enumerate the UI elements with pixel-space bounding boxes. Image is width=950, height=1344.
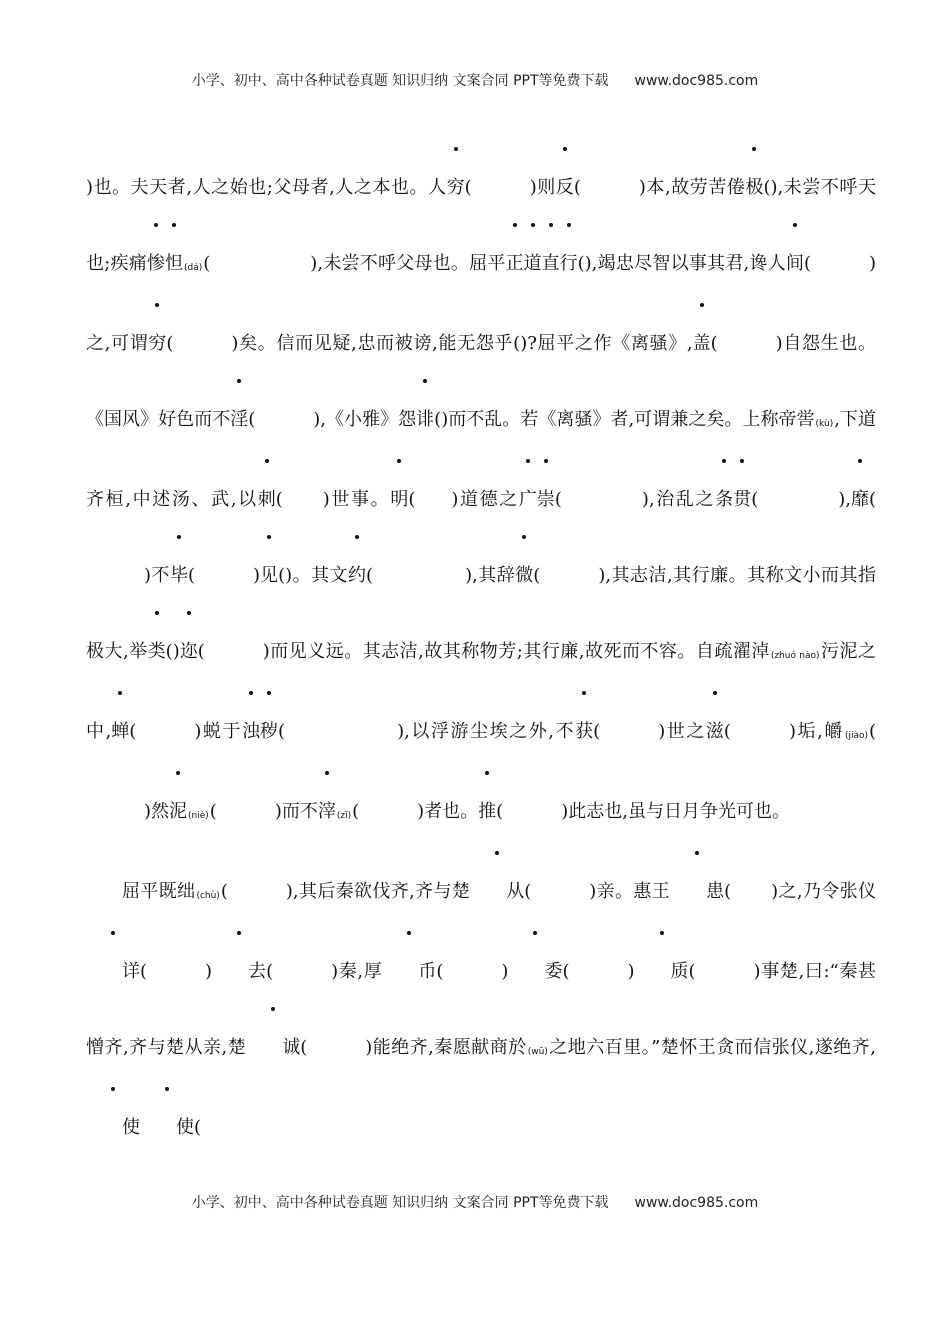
text: ( <box>129 721 137 742</box>
text: ( <box>868 489 876 510</box>
text: )而不乱。若《离骚》者,可谓兼之矣。上称帝喾 <box>441 409 815 430</box>
dotted-char: 穷 <box>148 306 166 382</box>
footer-text: 小学、初中、高中各种试卷真题 知识归纳 文案合同 PPT等免费下载 <box>191 1195 609 1211</box>
dotted-char: 贯 <box>733 462 751 538</box>
text: )之,可谓 <box>86 253 876 354</box>
pinyin: (zǐ) <box>336 811 352 821</box>
pinyin: (jiào) <box>844 731 868 741</box>
paragraph-1 <box>86 150 876 854</box>
text: ),《小雅》怨 <box>313 409 417 430</box>
dotted-char: 类 <box>148 614 166 690</box>
text: )道德之 <box>451 489 519 510</box>
text: )不 <box>144 565 170 586</box>
text: ( <box>562 961 570 982</box>
text: )垢,皭 <box>788 721 844 742</box>
dotted-char: 靡 <box>851 462 869 538</box>
text: ( <box>140 961 148 982</box>
text: 污泥之中, <box>86 641 876 742</box>
text: ( <box>868 721 877 742</box>
text: )世之 <box>658 721 706 742</box>
text: )世事。 <box>322 489 391 510</box>
header-text: 小学、初中、高中各种试卷真题 知识归纳 文案合同 PPT等免费下载 <box>191 73 609 89</box>
text: ( <box>688 961 696 982</box>
dotted-char: 币 <box>382 934 436 1010</box>
text: ( <box>248 409 256 430</box>
text: )也。夫天者,人之始也;父母者,人之本也。人 <box>86 177 447 198</box>
text: )此志也,虽与日月争光可也。 <box>561 801 790 822</box>
text: )亲。惠王 <box>589 881 671 902</box>
dotted-char: 惨 <box>147 226 165 302</box>
text: )矣。信而见疑,忠而被谤,能无怨乎( <box>231 333 521 354</box>
text: ),其辞 <box>465 565 516 586</box>
text: )自怨生也。《国风》好色而不 <box>86 333 876 430</box>
text: )而见义远。其志洁,故其称物芳;其行廉,故死而不容。自疏濯淖 <box>262 641 770 662</box>
dotted-char: 直 <box>542 226 560 302</box>
dotted-char: 推 <box>478 774 496 850</box>
text: ) <box>627 961 635 982</box>
dotted-char: 去 <box>212 934 266 1010</box>
dotted-char: 蝉 <box>111 694 129 770</box>
text: ( <box>751 489 759 510</box>
text: ( <box>554 489 562 510</box>
text: ),治乱之 <box>641 489 716 510</box>
dotted-char: 怛 <box>165 226 183 302</box>
dotted-char: 反 <box>556 150 574 226</box>
text: )秦,厚 <box>331 961 383 982</box>
page-footer <box>0 1192 950 1212</box>
dotted-char: 见 <box>260 538 278 614</box>
pinyin: (chù) <box>196 891 220 901</box>
text: ( <box>593 721 601 742</box>
text: ,下道齐桓,中述汤、武,以 <box>86 409 876 510</box>
dotted-char: 崇 <box>537 462 555 538</box>
dotted-char: 微 <box>515 538 533 614</box>
text: ) <box>205 961 213 982</box>
text: ( <box>188 565 196 586</box>
text: ( <box>220 881 228 902</box>
dotted-char: 从 <box>470 854 524 930</box>
dotted-char: 滓 <box>318 774 336 850</box>
text: ( <box>266 961 274 982</box>
text: 之地六百里。”楚怀王贪而信张仪,遂绝齐, <box>548 1037 876 1058</box>
dotted-char: 明 <box>390 462 408 538</box>
text: ( <box>724 881 732 902</box>
dotted-char: 毕 <box>170 538 188 614</box>
pinyin: (niè) <box>188 811 209 821</box>
text: ( <box>194 1117 202 1138</box>
dotted-char: 泥 <box>169 774 187 850</box>
text: ( <box>165 641 173 662</box>
text: ( <box>723 721 731 742</box>
text: ),竭忠尽智以事其君,谗人 <box>584 253 786 274</box>
dotted-char: 淫 <box>230 382 248 458</box>
text: 屈平既绌 <box>122 881 196 902</box>
dotted-char: 迩 <box>180 614 198 690</box>
text: ),以浮游尘埃之外,不 <box>397 721 576 742</box>
text: ( <box>352 801 360 822</box>
text: ( <box>803 253 811 274</box>
text: ( <box>577 253 585 274</box>
dotted-char: 穷 <box>447 150 465 226</box>
dotted-char: 正 <box>506 226 524 302</box>
text: ( <box>464 177 472 198</box>
dotted-char: 委 <box>508 934 562 1010</box>
text: ( <box>524 881 532 902</box>
dotted-char: 详 <box>86 934 140 1010</box>
text: ) <box>172 641 180 662</box>
dotted-char: 极 <box>745 150 763 226</box>
text: )则 <box>529 177 556 198</box>
dotted-char: 秽 <box>260 694 278 770</box>
text: )然 <box>144 801 170 822</box>
dotted-char: 使 <box>140 1090 194 1166</box>
dotted-char: 诽 <box>416 382 434 458</box>
text: ( <box>197 641 205 662</box>
dotted-char: 行 <box>560 226 578 302</box>
text: ( <box>496 801 504 822</box>
dotted-char: 道 <box>524 226 542 302</box>
pinyin: (dá) <box>184 263 203 273</box>
header-url: www.doc985.com <box>634 73 759 89</box>
pinyin: (wū) <box>527 1047 548 1057</box>
text: ),其后秦欲伐齐,齐与楚 <box>285 881 471 902</box>
text: ),其志洁,其行廉。其称文小而其指极大,举 <box>86 565 877 662</box>
text: ( <box>436 961 444 982</box>
text: ( <box>278 721 286 742</box>
pinyin: (kù) <box>815 419 834 429</box>
text: ( <box>366 565 374 586</box>
text: ( <box>275 489 283 510</box>
dotted-char: 患 <box>670 854 724 930</box>
text: )能绝齐,秦愿献商於 <box>365 1037 527 1058</box>
text: ),未尝不呼父母也。屈平 <box>310 253 506 274</box>
dotted-char: 质 <box>635 934 689 1010</box>
text: ( <box>166 333 174 354</box>
text: ) <box>253 565 261 586</box>
text: )事楚,曰:“秦甚憎齐,齐与楚从亲,楚 <box>86 961 877 1058</box>
dotted-char: 获 <box>575 694 593 770</box>
page-header <box>0 70 950 90</box>
text: ),未尝不呼天也;疾痛 <box>86 177 876 274</box>
text: ( <box>300 1037 308 1058</box>
text: ( <box>710 333 718 354</box>
dotted-char: 刺 <box>258 462 276 538</box>
dotted-char: 盖 <box>693 306 711 382</box>
dotted-char: 浊 <box>242 694 260 770</box>
text: )蜕于 <box>194 721 243 742</box>
text: ( <box>533 565 541 586</box>
text: ( <box>763 177 771 198</box>
text: )而不 <box>274 801 318 822</box>
dotted-char: 滋 <box>706 694 724 770</box>
dotted-char: 条 <box>715 462 733 538</box>
dotted-char: 广 <box>519 462 537 538</box>
text: ), <box>838 489 851 510</box>
passage <box>86 150 876 1166</box>
paragraph-2 <box>86 854 876 1166</box>
dotted-char: 约 <box>348 538 366 614</box>
pinyin: (zhuó nào) <box>770 651 820 661</box>
dotted-char: 诚 <box>246 1010 300 1086</box>
text: ( <box>209 801 217 822</box>
dotted-char: 间 <box>786 226 804 302</box>
footer-url: www.doc985.com <box>634 1195 759 1211</box>
text: ( <box>203 253 211 274</box>
text: ( <box>408 489 416 510</box>
text: ( <box>434 409 442 430</box>
text: )之,乃令张仪 <box>771 881 877 902</box>
text: )?屈平之作《离骚》, <box>520 333 693 354</box>
dotted-char: 使 <box>86 1090 140 1166</box>
text: )者也。 <box>417 801 479 822</box>
text: )。其文 <box>285 565 349 586</box>
text: )本,故劳苦倦 <box>638 177 746 198</box>
text: ( <box>278 565 286 586</box>
text: ( <box>573 177 581 198</box>
text: ) <box>501 961 509 982</box>
